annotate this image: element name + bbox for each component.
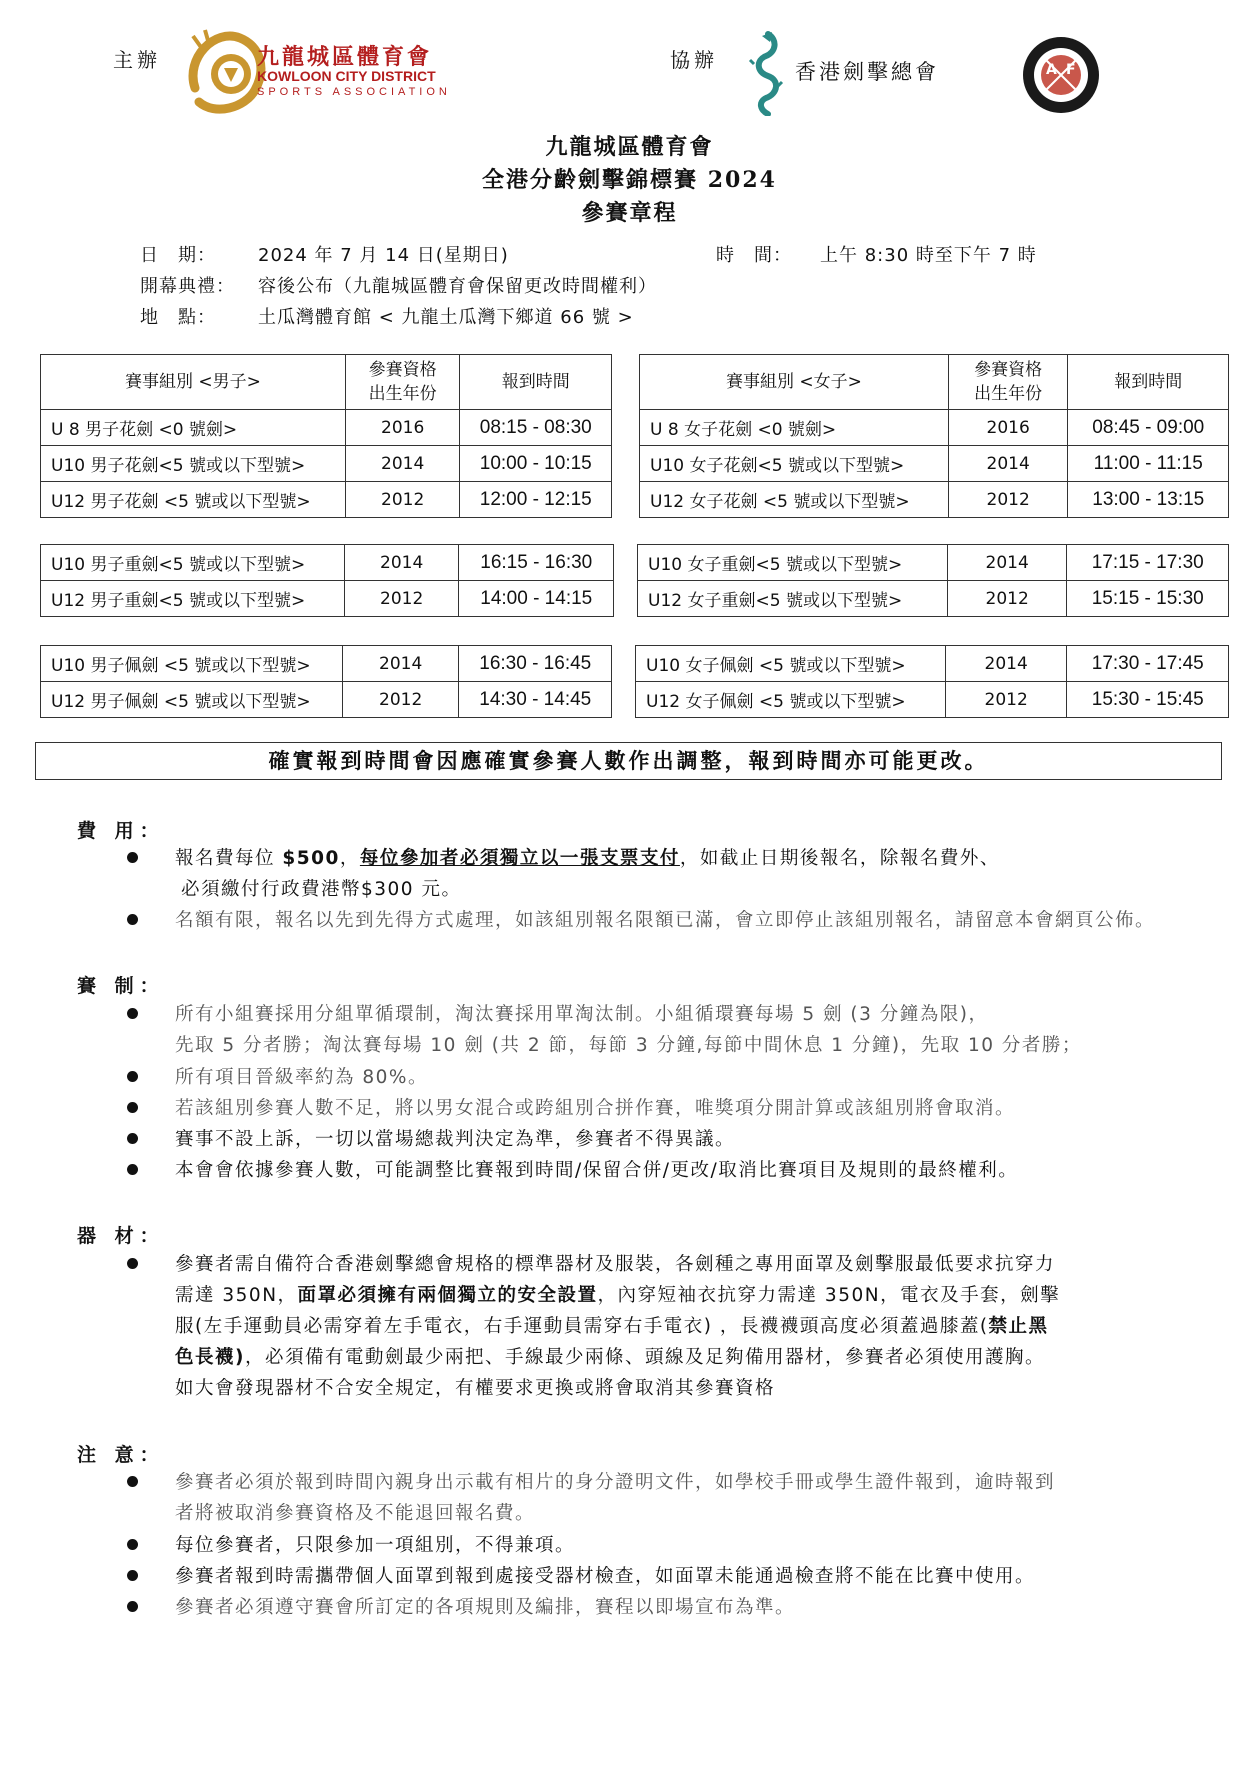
bullet-icon: [127, 1008, 138, 1019]
fees-item-1: 報名費每位 $500，每位參加者必須獨立以一張支票支付，如截止日期後報名，除報名費外、 必須繳付行政費港幣$300 元。: [175, 848, 1000, 900]
table-row: U12 女子重劍<5 號或以下型號> 2012 15:15 - 15:30: [638, 581, 1229, 617]
bullet-icon: [127, 1570, 138, 1581]
table-row: U12 女子花劍 <5 號或以下型號> 2012 13:00 - 13:15: [640, 482, 1229, 518]
af-badge-letter-f: F: [1066, 62, 1076, 78]
table-row: U10 男子重劍<5 號或以下型號> 2014 16:15 - 16:30: [41, 545, 614, 581]
bullet-icon: [127, 1133, 138, 1144]
date-label: 日 期：: [140, 245, 216, 266]
table-row: U12 男子花劍 <5 號或以下型號> 2012 12:00 - 12:15: [41, 482, 612, 518]
bullet-icon: [127, 914, 138, 925]
equipment-item-1: 參賽者需自備符合香港劍擊總會規格的標準器材及服裝，各劍種之專用面罩及劍擊服最低要求抗穿力 需達 350N，面罩必須擁有兩個獨立的安全設置，內穿短袖衣抗穿力需達 350N，電衣及手套，劍擊 服(左手運動員必需穿着左手電衣，右手運動員需穿右手電衣) ，長襪襪頭高度必須蓋過膝蓋(禁止黑 色長襪)，必須備有電動劍最少兩把、手線最少兩條、頭線及足夠備用器材，參賽者必須使用護胸。 如大會發現器材不合安全規定，有權要求更換或將會取消其參賽資格: [175, 1254, 1061, 1399]
women-epee-table: [637, 544, 1229, 617]
table-row: U10 女子佩劍 <5 號或以下型號> 2014 17:30 - 17:45: [636, 646, 1229, 682]
title-line-1: 九龍城區體育會: [545, 134, 714, 160]
format-section-title: 賽 制：: [77, 975, 165, 997]
venue-value: 土瓜灣體育館 < 九龍土瓜灣下鄉道 66 號 >: [258, 307, 634, 328]
dragon-emblem-icon: [748, 30, 784, 116]
schedule-notice: 確實報到時間會因應確實參賽人數作出調整，報到時間亦可能更改。: [35, 742, 1222, 780]
table-row: U10 男子佩劍 <5 號或以下型號> 2014 16:30 - 16:45: [41, 646, 612, 682]
table-header-row: [640, 355, 1229, 410]
header-eligibility: 參賽資格 出生年份: [345, 355, 460, 410]
table-row: U10 女子花劍<5 號或以下型號> 2014 11:00 - 11:15: [640, 446, 1229, 482]
table-row: U10 男子花劍<5 號或以下型號> 2014 10:00 - 10:15: [41, 446, 612, 482]
header-event: 賽事組別 <男子>: [41, 355, 346, 410]
table-row: U12 女子佩劍 <5 號或以下型號> 2012 15:30 - 15:45: [636, 682, 1229, 718]
co-organizer-label: 協辦: [670, 48, 718, 72]
af-badge-letter-a: A: [1046, 62, 1057, 78]
kowloon-city-logo: [185, 22, 451, 118]
table-row: U12 男子佩劍 <5 號或以下型號> 2012 14:30 - 14:45: [41, 682, 612, 718]
fees-item-2: 名額有限，報名以先到先得方式處理，如該組別報名限額已滿，會立即停止該組別報名，請留意本會網頁公佈。: [175, 910, 1156, 931]
table-row: U 8 男子花劍 <0 號劍> 2016 08:15 - 08:30: [41, 410, 612, 446]
format-item-1: 所有小組賽採用分組單循環制，淘汰賽採用單淘汰制。小組循環賽每場 5 劍 (3 分鐘為限)， 先取 5 分者勝；淘汰賽每場 10 劍 (共 2 節，每節 3 分鐘,每節中間休息 1 分鐘)，先取 10 分者勝；: [175, 1004, 1082, 1056]
format-item-5: 本會會依據參賽人數，可能調整比賽報到時間/保留合併/更改/取消比賽項目及規則的最終權利。: [175, 1160, 1019, 1181]
bullet-icon: [127, 852, 138, 863]
notes-section-title: 注 意：: [77, 1444, 165, 1466]
opening-value: 容後公布（九龍城區體育會保留更改時間權利）: [258, 276, 657, 297]
women-sabre-table: [635, 645, 1229, 718]
kc-logo-name-en: KOWLOON CITY DISTRICT: [257, 68, 436, 84]
notes-item-2: 每位參賽者，只限參加一項組別，不得兼項。: [175, 1535, 576, 1556]
notes-item-3: 參賽者報到時需攜帶個人面罩到報到處接受器材檢查，如面罩未能通過檢查將不能在比賽中使用。: [175, 1566, 1036, 1587]
table-row: U 8 女子花劍 <0 號劍> 2016 08:45 - 09:00: [640, 410, 1229, 446]
bullet-icon: [127, 1164, 138, 1175]
table-row: U12 男子重劍<5 號或以下型號> 2012 14:00 - 14:15: [41, 581, 614, 617]
men-sabre-table: [40, 645, 612, 718]
format-item-2: 所有項目晉級率約為 80%。: [175, 1067, 429, 1088]
kc-logo-subtitle-en: SPORTS ASSOCIATION: [257, 86, 451, 98]
hkfa-name: 香港劍擊總會: [795, 60, 939, 84]
bullet-icon: [127, 1071, 138, 1082]
header-time: 報到時間: [1068, 355, 1229, 410]
table-header-row: [41, 355, 612, 410]
date-value: 2024 年 7 月 14 日(星期日): [258, 245, 509, 266]
time-label: 時 間：: [716, 245, 792, 266]
title-line-3: 參賽章程: [581, 200, 678, 226]
men-foil-table: [40, 354, 612, 518]
equipment-section-title: 器 材：: [77, 1225, 165, 1247]
opening-label: 開幕典禮：: [140, 276, 235, 297]
fees-section-title: 費 用：: [77, 820, 165, 842]
venue-label: 地 點：: [140, 307, 216, 328]
bullet-icon: [127, 1476, 138, 1487]
format-item-4: 賽事不設上訴，一切以當場總裁判決定為準，參賽者不得異議。: [175, 1129, 736, 1150]
time-value: 上午 8:30 時至下午 7 時: [820, 245, 1037, 266]
bullet-icon: [127, 1539, 138, 1550]
bullet-icon: [127, 1258, 138, 1269]
women-foil-table: [639, 354, 1229, 518]
organizer-label: 主辦: [113, 48, 161, 72]
notes-item-1: 參賽者必須於報到時間內親身出示載有相片的身分證明文件，如學校手冊或學生證件報到，逾時報到 者將被取消參賽資格及不能退回報名費。: [175, 1472, 1056, 1524]
format-item-3: 若該組別參賽人數不足，將以男女混合或跨組別合拼作賽，唯獎項分開計算或該組別將會取消。: [175, 1098, 1016, 1119]
notes-item-4: 參賽者必須遵守賽會所訂定的各項規則及編排，賽程以即場宣布為準。: [175, 1597, 796, 1618]
header-event: 賽事組別 <女子>: [640, 355, 949, 410]
bullet-icon: [127, 1102, 138, 1113]
table-row: U10 女子重劍<5 號或以下型號> 2014 17:15 - 17:30: [638, 545, 1229, 581]
header-time: 報到時間: [460, 355, 612, 410]
af-round-badge-icon: [1022, 36, 1100, 114]
header-eligibility: 參賽資格 出生年份: [948, 355, 1068, 410]
title-line-2: 全港分齡劍擊錦標賽 2024: [482, 167, 777, 193]
men-epee-table: [40, 544, 614, 617]
kc-logo-name-zh: 九龍城區體育會: [257, 45, 433, 70]
bullet-icon: [127, 1601, 138, 1612]
